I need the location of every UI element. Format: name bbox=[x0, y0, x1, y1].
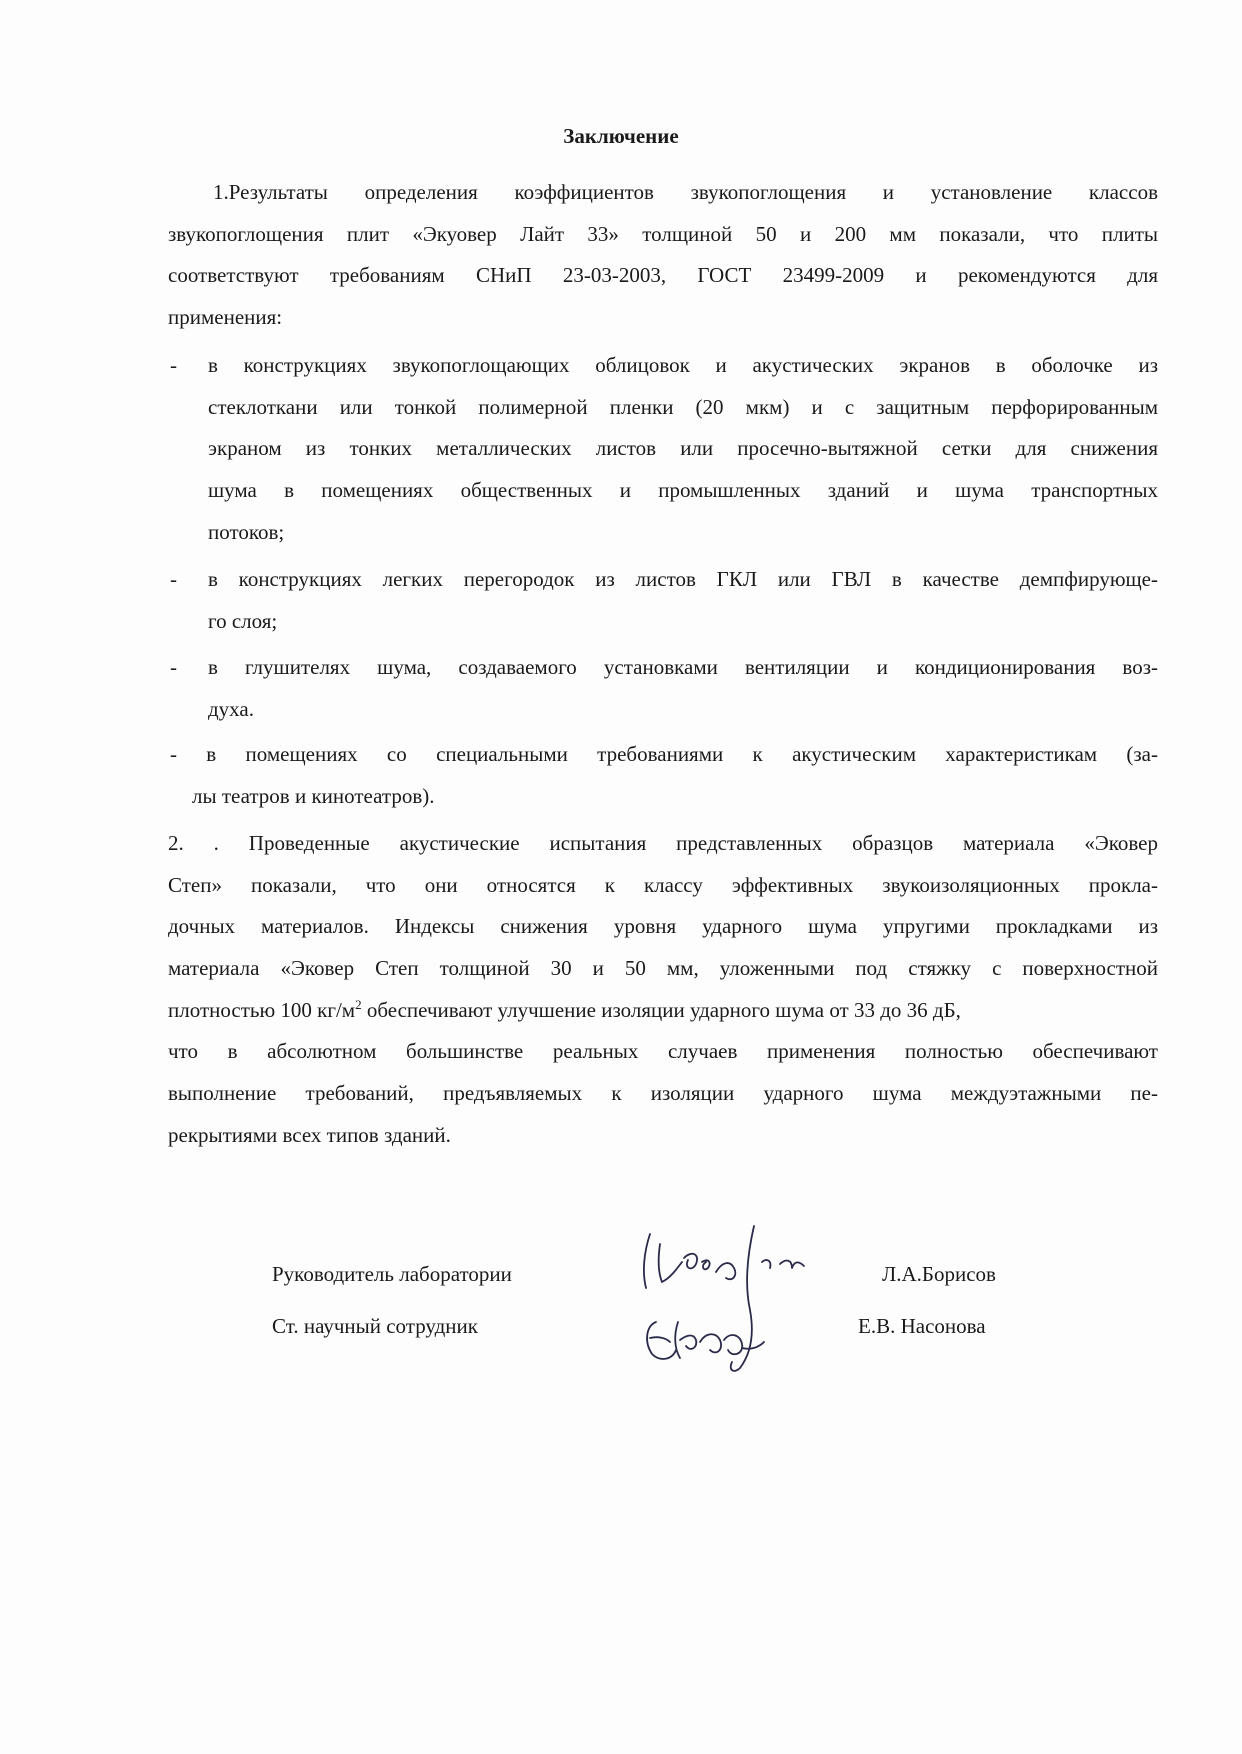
bullet-4-line-2: лы театров и кинотеатров). bbox=[192, 784, 435, 808]
signature-role-2: Ст. научный сотрудник bbox=[272, 1314, 478, 1338]
handwritten-signature bbox=[636, 1222, 856, 1372]
paragraph-1-line-2: звукопоглощения плит «Экуовер Лайт 33» толщиной 50 и 200 мм показали, что плиты bbox=[168, 222, 1158, 246]
paragraph-1-line-4: применения: bbox=[168, 305, 283, 329]
paragraph-2-line-1: 2. . Проведенные акустические испытания представленных образцов материала «Эковер bbox=[168, 831, 1158, 855]
paragraph-2-line-3: дочных материалов. Индексы снижения уровня ударного шума упругими прокладками из bbox=[168, 914, 1158, 938]
paragraph-2-line-4: материала «Эковер Степ толщиной 30 и 50 мм, уложенными под стяжку с поверхностной bbox=[168, 956, 1158, 980]
paragraph-1-line-1: 1.Результаты определения коэффициентов звукопоглощения и установление классов bbox=[213, 180, 1158, 204]
paragraph-2-line-5 bbox=[168, 998, 961, 1023]
bullet-3-line-2: духа. bbox=[208, 697, 254, 721]
superscript-2: 2 bbox=[355, 997, 362, 1012]
bullet-3-line-1: в глушителях шума, создаваемого установками вентиляции и кондиционирования воз- bbox=[208, 655, 1158, 679]
bullet-1-line-1: в конструкциях звукопоглощающих облицовок и акустических экранов в оболочке из bbox=[208, 353, 1158, 377]
document-title: Заключение bbox=[563, 124, 679, 148]
bullet-dash-3: - bbox=[170, 655, 177, 679]
bullet-dash-1: - bbox=[170, 353, 177, 377]
signature-name-1: Л.А.Борисов bbox=[882, 1262, 996, 1286]
bullet-1-line-2: стеклоткани или тонкой полимерной пленки (20 мкм) и с защитным перфорированным bbox=[208, 395, 1158, 419]
paragraph-2-line-5-end: обеспечивают улучшение изоляции ударного шума от 33 до 36 дБ, bbox=[361, 998, 961, 1022]
bullet-4-line-1: - в помещениях со специальными требованиями к акустическим характеристикам (за- bbox=[170, 742, 1158, 766]
bullet-2-line-1: в конструкциях легких перегородок из листов ГКЛ или ГВЛ в качестве демпфирующе- bbox=[208, 567, 1158, 591]
bullet-dash-2: - bbox=[170, 567, 177, 591]
paragraph-2-line-8: рекрытиями всех типов зданий. bbox=[168, 1123, 451, 1147]
bullet-2-line-2: го слоя; bbox=[208, 609, 278, 633]
signature-name-2: Е.В. Насонова bbox=[858, 1314, 986, 1338]
bullet-1-line-4: шума в помещениях общественных и промышленных зданий и шума транспортных bbox=[208, 478, 1158, 502]
bullet-1-line-3: экраном из тонких металлических листов или просечно-вытяжной сетки для снижения bbox=[208, 436, 1158, 460]
bullet-1-line-5: потоков; bbox=[208, 520, 285, 544]
signature-role-1: Руководитель лаборатории bbox=[272, 1262, 512, 1286]
paragraph-2-line-5-start: плотностью 100 кг/м bbox=[168, 998, 356, 1022]
paragraph-2-line-2: Степ» показали, что они относятся к классу эффективных звукоизоляционных прокла- bbox=[168, 873, 1158, 897]
paragraph-2-line-6: что в абсолютном большинстве реальных случаев применения полностью обеспечивают bbox=[168, 1039, 1158, 1063]
paragraph-2-line-7: выполнение требований, предъявляемых к изоляции ударного шума междуэтажными пе- bbox=[168, 1081, 1158, 1105]
paragraph-1-line-3: соответствуют требованиям СНиП 23-03-2003, ГОСТ 23499-2009 и рекомендуются для bbox=[168, 263, 1158, 287]
